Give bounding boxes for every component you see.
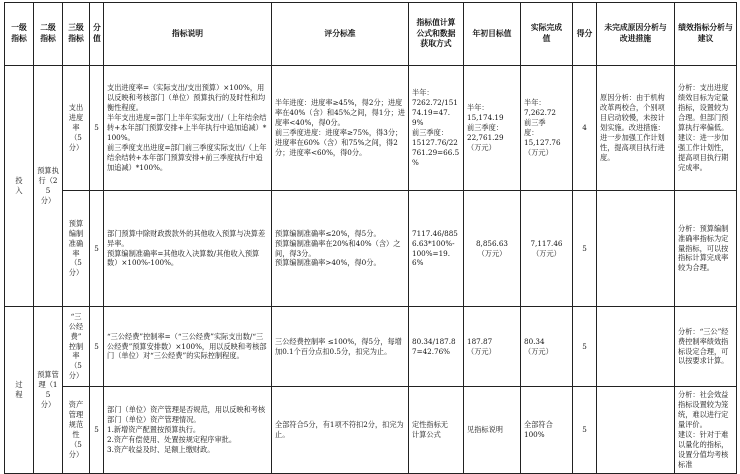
criteria-cell: 半年进度：进度率≥45%，得2分；进度率在40%（含）和45%之间，得1分；进度率<40%，得0分。 前三季度进度：进度率≥75%，得3分；进度率在60%（含）和75%之间，得2分；进度率<60%，得0分。: [272, 66, 409, 191]
score-value-cell: 5: [90, 387, 104, 474]
analysis-cell: 分析：“三公”经费控制率绩效指标设定合理，可以按要求计算。: [675, 307, 737, 387]
level2-budget-management: 预算管 理（15 分）: [34, 307, 63, 474]
criteria-cell: 三公经费控制率 ≤100%，得5分，每增加0.1个百分点扣0.5分，扣完为止。: [272, 307, 409, 387]
actual-cell: 全部符合 100%: [521, 387, 573, 474]
level3-cell: “三 公经 费” 控制 率 （5 分）: [63, 307, 90, 387]
score-value-cell: 5: [90, 66, 104, 191]
reason-cell: 原因分析：由于机构改革两校合，个别项目启动较慢，未按计划实施。改进措施：进一步加强工作计划性，提高项目执行进度。: [597, 66, 675, 191]
reason-cell: [597, 387, 675, 474]
header-level3: 三级 指标: [63, 3, 90, 66]
actual-cell: 7,117.46 （万元）: [521, 191, 573, 307]
actual-cell: 半年： 7,262.72 前三季 度： 15,127.76 （万元）: [521, 66, 573, 191]
reason-cell: [597, 191, 675, 307]
initial-target-cell: 见指标说明: [464, 387, 521, 474]
score-cell: 5: [573, 387, 597, 474]
description-cell: 支出进度率=（实际支出/支出预算）×100%，用以反映和考核部门（单位）预算执行的及时性和均衡性程度。 半年支出进度=部门上半年实际支出/（上年结余结转+本年部门预算安排+上半年执行中追加追减）*100%。 前三季度支出进度=部门前三季度实际支出/（上年结余结转+本年部门预算安排+前三季度执行中追加追减）*100%。: [104, 66, 272, 191]
analysis-cell: 分析：预算编制准确率指标为定量指标，可以按指标计算完成率较为合理。: [675, 191, 737, 307]
table-row: [5, 191, 737, 307]
header-row: [5, 3, 737, 66]
header-formula: 指标值计算 公式和数据 获取方式: [409, 3, 464, 66]
formula-cell: 半年： 7262.72/151 74.19=47.9% 前三季度： 15127.76/22 761.29=66.5 %: [409, 66, 464, 191]
criteria-cell: 预算编制准确率≤20%，得5分。 预算编制准确率在20%和40%（含）之间，得3分。 预算编制准确率>40%，得0分。: [272, 191, 409, 307]
header-score-value: 分 值: [90, 3, 104, 66]
header-description: 指标说明: [104, 3, 272, 66]
header-level2: 二级 指标: [34, 3, 63, 66]
initial-target-cell: 8,856.63 （万元）: [464, 191, 521, 307]
header-score: 得分: [573, 3, 597, 66]
formula-cell: 定性指标无 计算公式: [409, 387, 464, 474]
header-actual: 实际完成 值: [521, 3, 573, 66]
actual-cell: 80.34 （万元）: [521, 307, 573, 387]
description-cell: “三公经费”控制率=（“三公经费”实际支出数/“三公经费”预算安排数）×100%，用以反映和考核部门（单位）对“三公经费”的实际控制程度。: [104, 307, 272, 387]
level3-cell: 支出 进度 率 （5 分）: [63, 66, 90, 191]
header-criteria: 评分标准: [272, 3, 409, 66]
description-cell: 部门（单位）资产管理是否规范，用以反映和考核部门（单位）资产管理情况。 1.新增资产配置按预算执行。 2.资产有偿使用、处置按规定程序审批。 3.资产收益及时、足额上缴财政。: [104, 387, 272, 474]
header-level1: 一级 指标: [5, 3, 34, 66]
score-value-cell: 5: [90, 191, 104, 307]
criteria-cell: 全部符合5分，有1项不符扣2分，扣完为止。: [272, 387, 409, 474]
header-reason: 未完成原因分析与 改进措施: [597, 3, 675, 66]
header-analysis: 绩效指标分析与 建议: [675, 3, 737, 66]
header-initial-target: 年初目标值: [464, 3, 521, 66]
description-cell: 部门预算中除财政拨款外的其他收入预算与决算差异率。 预算编制准确率=其他收入决算数/其他收入预算数）×100%-100%。: [104, 191, 272, 307]
score-cell: 4: [573, 66, 597, 191]
reason-cell: [597, 307, 675, 387]
level1-process: 过 程: [5, 307, 34, 474]
initial-target-cell: 187.87 （万元）: [464, 307, 521, 387]
score-value-cell: 5: [90, 307, 104, 387]
formula-cell: 7117.46/885 6.63*100%- 100%=19.6%: [409, 191, 464, 307]
initial-target-cell: 半年： 15,174.19 前三季度： 22,761.29 （万元）: [464, 66, 521, 191]
level2-budget-execution: 预算执 行（25 分）: [34, 66, 63, 307]
level1-input: 投 入: [5, 66, 34, 307]
table-row: [5, 307, 737, 387]
score-cell: 5: [573, 307, 597, 387]
analysis-cell: 分析：支出进度绩效目标为定量指标，设置较为合理。但部门预算执行率偏低。 建议：进一步加强工作计划性，提高项目执行期完成率。: [675, 66, 737, 191]
level3-cell: 预算 编制 准确 率 （5 分）: [63, 191, 90, 307]
level3-cell: 资产 管理 规范 性 （5 分）: [63, 387, 90, 474]
table-row: [5, 387, 737, 474]
formula-cell: 80.34/187.8 7=42.76%: [409, 307, 464, 387]
analysis-cell: 分析：社会效益指标设置较为笼统，难以进行定量评价。 建议：针对于难以量化的指标，设置分值均考核标准: [675, 387, 737, 474]
score-cell: 5: [573, 191, 597, 307]
performance-evaluation-table: [4, 2, 737, 474]
table-row: [5, 66, 737, 191]
